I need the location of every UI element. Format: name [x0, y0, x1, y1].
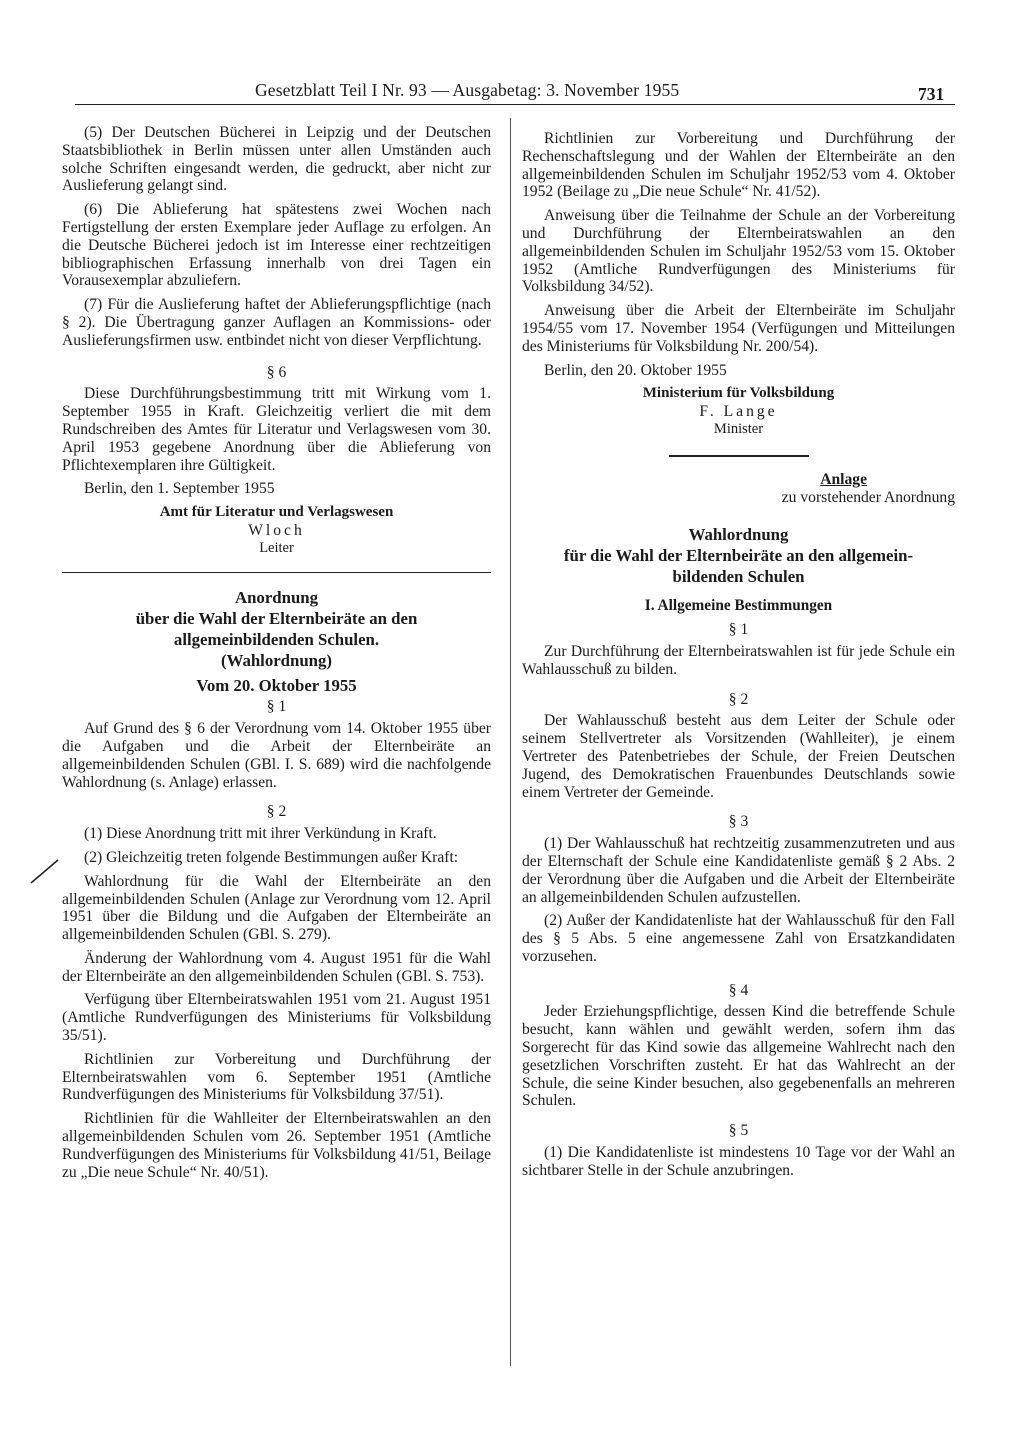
signer-title: Leiter — [259, 539, 294, 556]
wahlordnung-title-line: Wahlordnung — [688, 525, 789, 545]
place-date: Berlin, den 20. Oktober 1955 — [544, 361, 727, 379]
paragraph-7: (7) Für die Auslieferung haftet der Ablieferungspflichtige (nach § 2). Die Übertragung ganzer Auflagen an Kommissions- oder Auslieferungsfirmen usw. entbindet nicht von dieser Verpflichtung. — [62, 296, 491, 349]
annex-section-1-text: Zur Durchführung der Elternbeiratswahlen ist für jede Schule ein Wahlausschuß zu bilden. — [522, 642, 955, 678]
gazette-header-title: Gesetzblatt Teil I Nr. 93 — Ausgabetag: 3. November 1955 — [255, 80, 680, 100]
annex-section-2-text: Der Wahlausschuß besteht aus dem Leiter der Schule oder seinem Stellvertreter als Vorsitzenden (Wahlleiter), je einem Vertreter des Patenbetriebes der Schule, der Freien Deutschen Jugend, des Demokratischen Frauenbundes Deutschlands sowie einem Vertreter der Gemeinde. — [522, 712, 955, 801]
annex-section-5-para-1: (1) Die Kandidatenliste ist mindestens 10 Tage vor der Wahl an sichtbarer Stelle in der Schule anzubringen. — [522, 1144, 955, 1179]
section-6-text: Diese Durchführungsbestimmung tritt mit Wirkung vom 1. September 1955 in Kraft. Gleichzeitig verliert die mit dem Rundschreiben des Amtes für Literatur und Verlagswesen vom 30. April 1953 gegebene Anordnung über die Ablieferung von Pflichtexemplaren ihre Gültigkeit. — [62, 385, 491, 474]
part-1-heading: I. Allgemeine Bestimmungen — [644, 597, 833, 615]
section-6-heading: § 6 — [266, 363, 287, 381]
decree-title — [62, 587, 491, 671]
decree-title-line: allgemeinbildenden Schulen. — [173, 629, 380, 649]
place-date: Berlin, den 1. September 1955 — [84, 480, 275, 498]
wahlordnung-title-line: für die Wahl der Elternbeiräte an den allgemein- — [563, 546, 914, 566]
repealed-item: Anweisung über die Teilnahme der Schule an der Vorbereitung und Durchführung der Elternbeiratswahlen an den allgemeinbildenden Schulen im Schuljahr 1952/53 vom 15. Oktober 1952 (Amtliche Rundverfügungen des Ministeriums für Volksbildung 34/52). — [522, 207, 955, 296]
decree-section-2-heading: § 2 — [266, 803, 287, 821]
repealed-item: Richtlinien zur Vorbereitung und Durchführung der Rechenschaftslegung und der Wahlen der Elternbeiräte an den allgemeinbildenden Schulen im Schuljahr 1952/53 vom 4. Oktober 1952 (Beilage zu „Die neue Schule“ Nr. 41/52). — [522, 130, 955, 201]
header-rule — [75, 104, 955, 105]
signer-organization: Ministerium für Volksbildung — [642, 385, 835, 402]
decree-section-1-heading: § 1 — [266, 698, 287, 716]
repealed-item: Wahlordnung für die Wahl der Elternbeiräte an den allgemeinbildenden Schulen (Anlage zur Verordnung vom 12. April 1951 über die Bildung und die Aufgaben der Elternbeiräte an allgemeinbildenden Schulen (GBl. S. 279). — [62, 872, 491, 944]
paragraph-6: (6) Die Ablieferung hat spätestens zwei Wochen nach Fertigstellung der ersten Exemplare jeder Auflage zu erfolgen. An die Deutsche Bücherei jedoch ist im Interesse einer rechtzeitigen bibliographischen Erfassung innerhalb von drei Tagen ein Vorausexemplar abzuliefern. — [62, 201, 491, 290]
page-number: 731 — [918, 84, 945, 104]
annex-section-3-para-1: (1) Der Wahlausschuß hat rechtzeitig zusammenzutreten und aus der Elternschaft der Schule eine Kandidatenliste gemäß § 2 Abs. 2 der Verordnung über die Aufgaben und die Arbeit der Elternbeiräte an allgemeinbildenden Schulen aufzustellen. — [522, 835, 955, 906]
decree-date: Vom 20. Oktober 1955 — [196, 675, 357, 695]
signer-name: F. Lange — [699, 403, 778, 421]
decree-title-line: (Wahlordnung) — [221, 650, 332, 670]
annex-label: Anlage — [820, 470, 867, 488]
column-divider — [510, 118, 511, 1366]
decree-section-2-para-2: (2) Gleichzeitig treten folgende Bestimmungen außer Kraft: — [84, 848, 459, 866]
annex-section-5-heading: § 5 — [728, 1122, 749, 1140]
repealed-item: Änderung der Wahlordnung vom 4. August 1951 für die Wahl der Elternbeiräte an den allgemeinbildenden Schulen (GBl. S. 753). — [62, 949, 491, 985]
decree-section-2-para-1: (1) Diese Anordnung tritt mit ihrer Verkündung in Kraft. — [84, 825, 437, 843]
margin-pencil-mark — [28, 856, 64, 886]
decree-section-1-text: Auf Grund des § 6 der Verordnung vom 14. Oktober 1955 über die Aufgaben und die Arbeit der Elternbeiräte an allgemeinbildenden Schulen (GBl. I. S. 689) wird die nachfolgende Wahlordnung (s. Anlage) erlassen. — [62, 720, 491, 791]
repealed-item: Anweisung über die Arbeit der Elternbeiräte im Schuljahr 1954/55 vom 17. November 1954 (Verfügungen und Mitteilungen des Ministeriums für Volksbildung Nr. 200/54). — [522, 302, 955, 355]
annex-section-2-heading: § 2 — [728, 690, 749, 708]
signer-organization: Amt für Literatur und Verlagswesen — [159, 504, 394, 521]
annex-section-1-heading: § 1 — [728, 621, 749, 639]
repealed-item: Richtlinien zur Vorbereitung und Durchführung der Elternbeiratswahlen vom 6. September 1951 (Amtliche Rundverfügungen des Ministeriums für Volksbildung 37/51). — [62, 1050, 491, 1104]
wahlordnung-title-line: bildenden Schulen — [672, 567, 805, 587]
left-column — [62, 124, 491, 1187]
annex-section-4-text: Jeder Erziehungspflichtige, dessen Kind die betreffende Schule besucht, kann wählen und gewählt werden, sofern ihm das Sorgerecht für das Kind sowie das allgemeine Wahlrecht nach den gesetzlichen Vorschriften zusteht. Er hat das Wahlrecht an der Schule, die seine Kinder besuchen, also gegebenenfalls an mehreren Schulen. — [522, 1003, 955, 1110]
signer-title: Minister — [713, 420, 764, 437]
section-separator — [62, 572, 491, 573]
annex-subtitle: zu vorstehender Anordnung — [781, 488, 955, 506]
annex-section-3-para-2: (2) Außer der Kandidatenliste hat der Wahlausschuß für den Fall des § 5 Abs. 5 eine angemessene Zahl von Ersatzkandidaten vorzusehen. — [522, 912, 955, 965]
wahlordnung-title — [522, 524, 955, 587]
paragraph-5: (5) Der Deutschen Bücherei in Leipzig und der Deutschen Staatsbibliothek in Berlin müssen unter allen Umständen auch solche Schriften eingesandt werden, die gedruckt, aber nicht zur Auslieferung gelangt sind. — [62, 124, 491, 195]
repealed-item: Verfügung über Elternbeiratswahlen 1951 vom 21. August 1951 (Amtliche Rundverfügungen des Ministeriums für Volksbildung 35/51). — [62, 991, 491, 1045]
repealed-item: Richtlinien für die Wahlleiter der Elternbeiratswahlen an den allgemeinbildenden Schulen vom 26. September 1951 (Amtliche Rundverfügungen des Ministeriums für Volksbildung 41/51, Beilage zu „Die neue Schule“ Nr. 40/51). — [62, 1110, 491, 1181]
section-separator — [669, 455, 809, 457]
signer-name: Wloch — [248, 521, 305, 539]
annex-section-4-heading: § 4 — [728, 981, 749, 999]
decree-title-line: Anordnung — [234, 587, 318, 607]
annex-section-3-heading: § 3 — [728, 813, 749, 831]
decree-title-line: über die Wahl der Elternbeiräte an den — [135, 608, 418, 628]
right-column — [522, 130, 955, 1186]
